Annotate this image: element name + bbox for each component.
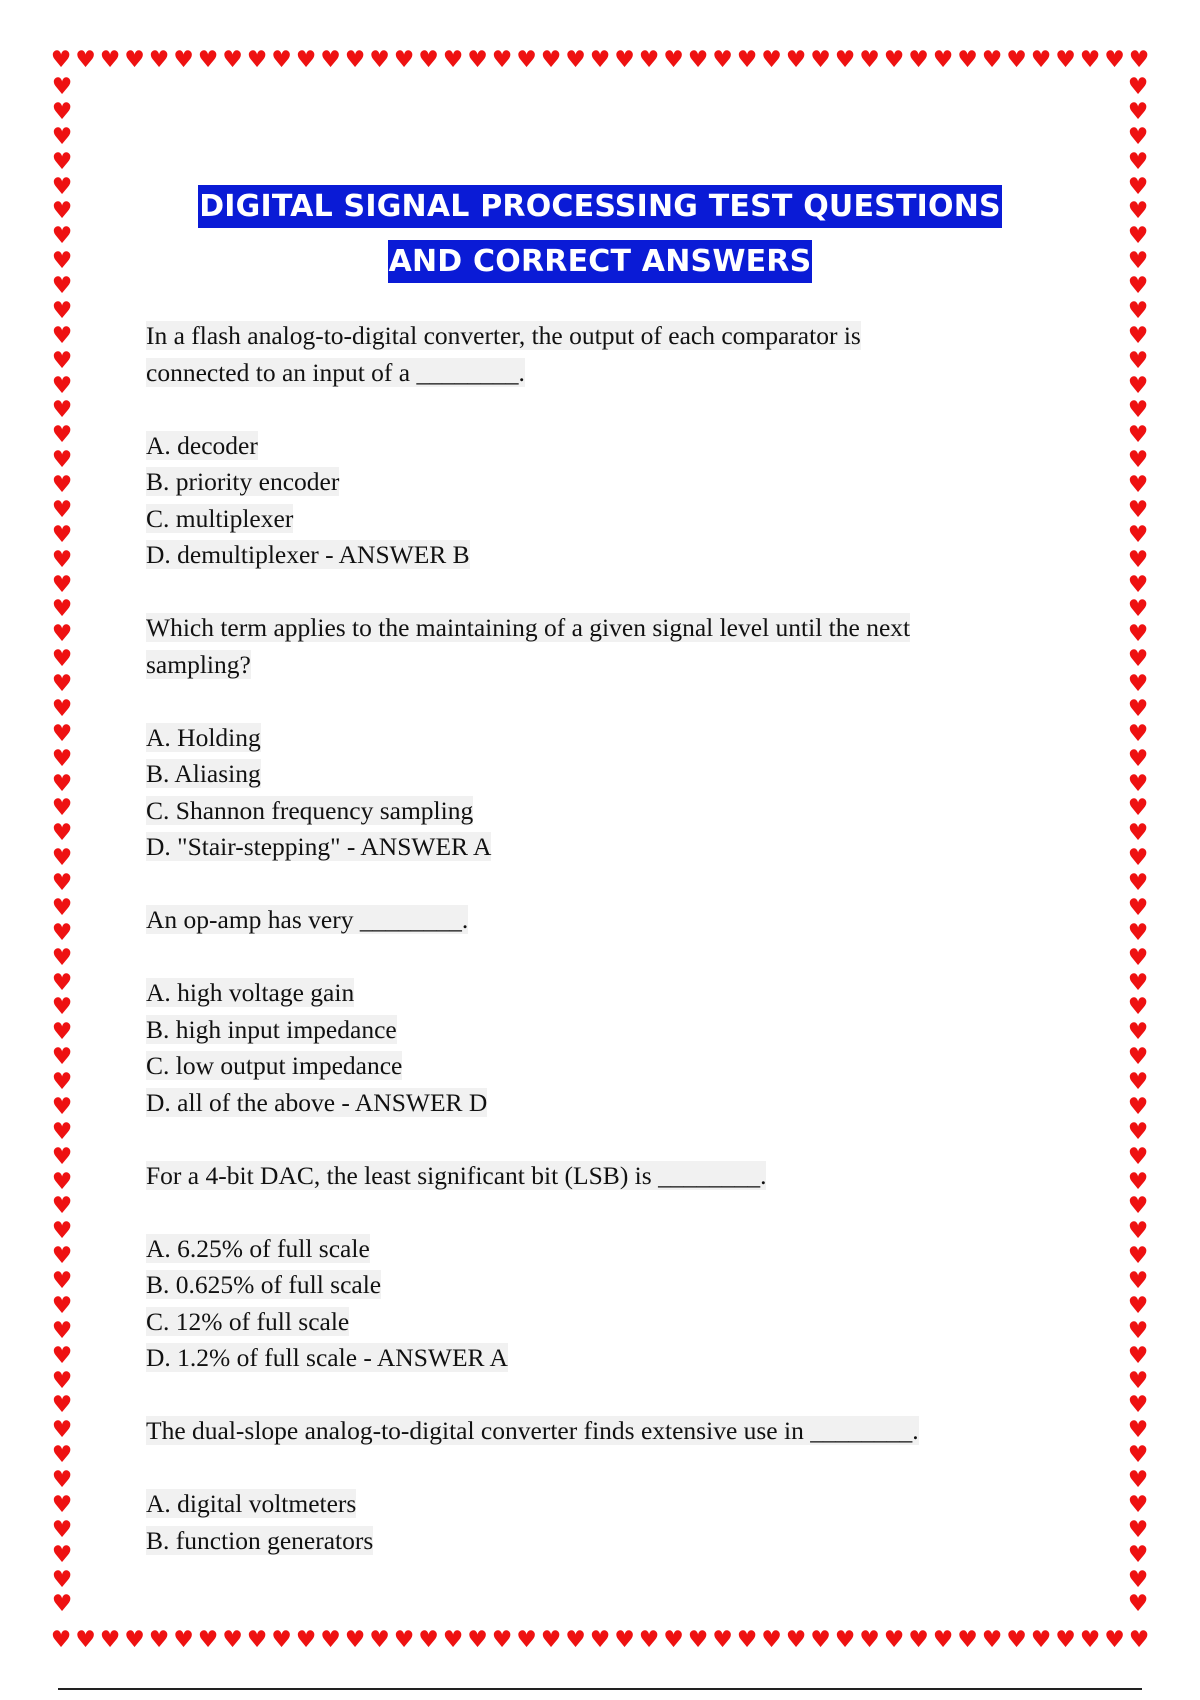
heart-icon: ♥ bbox=[638, 48, 660, 72]
heart-icon: ♥ bbox=[222, 48, 243, 72]
heart-icon: ♥ bbox=[1006, 48, 1027, 72]
heart-icon: ♥ bbox=[736, 1628, 758, 1652]
heart-icon: ♥ bbox=[1127, 198, 1149, 225]
heart-icon: ♥ bbox=[1127, 1467, 1149, 1493]
answer-option: C. low output impedance bbox=[146, 1051, 403, 1080]
heart-icon: ♥ bbox=[51, 1491, 73, 1518]
answer-option: C. Shannon frequency sampling bbox=[146, 795, 474, 825]
heart-icon: ♥ bbox=[1127, 472, 1149, 498]
heart-icon: ♥ bbox=[51, 621, 73, 648]
answer-option: D. 1.2% of full scale - ANSWER A bbox=[146, 1343, 508, 1372]
heart-icon: ♥ bbox=[859, 1628, 880, 1652]
answer-option: D. "Stair-stepping" - ANSWER A bbox=[146, 832, 492, 861]
heart-icon: ♥ bbox=[540, 48, 562, 72]
heart-icon: ♥ bbox=[51, 347, 73, 374]
heart-icon: ♥ bbox=[516, 1628, 537, 1652]
heart-icon: ♥ bbox=[51, 496, 73, 523]
heart-icon: ♥ bbox=[1127, 1143, 1149, 1170]
heart-icon: ♥ bbox=[51, 1193, 73, 1220]
heart-icon: ♥ bbox=[51, 1541, 73, 1568]
answer-option: D. demultiplexer - ANSWER B bbox=[146, 540, 470, 569]
heart-icon: ♥ bbox=[51, 1044, 73, 1071]
answer-option: C. 12% of full scale bbox=[146, 1306, 350, 1336]
heart-icon: ♥ bbox=[320, 48, 341, 72]
heart-icon: ♥ bbox=[51, 297, 73, 324]
question-stem-line: connected to an input of a ________. bbox=[146, 357, 525, 387]
heart-icon: ♥ bbox=[1127, 621, 1149, 648]
heart-icon: ♥ bbox=[932, 1628, 954, 1652]
heart-icon: ♥ bbox=[295, 48, 317, 72]
heart-icon: ♥ bbox=[51, 98, 73, 125]
heart-icon: ♥ bbox=[491, 1628, 513, 1652]
heart-icon: ♥ bbox=[1079, 48, 1101, 72]
heart-icon: ♥ bbox=[1127, 297, 1149, 324]
heart-icon: ♥ bbox=[565, 48, 586, 72]
heart-icon: ♥ bbox=[51, 422, 73, 449]
heart-icon: ♥ bbox=[320, 1628, 341, 1652]
heart-icon: ♥ bbox=[1127, 372, 1149, 399]
heart-icon: ♥ bbox=[51, 223, 73, 250]
heart-icon: ♥ bbox=[687, 1628, 709, 1652]
heart-icon: ♥ bbox=[222, 1628, 243, 1652]
heart-icon: ♥ bbox=[1127, 1268, 1149, 1294]
heart-icon: ♥ bbox=[51, 1292, 73, 1319]
heart-icon: ♥ bbox=[1127, 870, 1149, 896]
heart-icon: ♥ bbox=[51, 1168, 73, 1195]
heart-icon: ♥ bbox=[51, 173, 73, 200]
heart-icon: ♥ bbox=[663, 48, 684, 72]
heart-icon: ♥ bbox=[1127, 1442, 1149, 1469]
heart-icon: ♥ bbox=[1127, 745, 1149, 772]
heart-icon: ♥ bbox=[1055, 48, 1076, 72]
heart-icon: ♥ bbox=[1127, 1243, 1149, 1270]
heart-icon: ♥ bbox=[1127, 1044, 1149, 1071]
heart-icon: ♥ bbox=[51, 596, 73, 623]
question-stem-line: In a flash analog-to-digital converter, the output of each comparator is bbox=[146, 321, 861, 350]
heart-icon: ♥ bbox=[442, 48, 464, 72]
heart-icon: ♥ bbox=[1104, 1628, 1125, 1652]
heart-icon: ♥ bbox=[75, 1628, 96, 1652]
heart-icon: ♥ bbox=[51, 273, 73, 299]
heart-icon: ♥ bbox=[51, 1342, 73, 1369]
heart-icon: ♥ bbox=[197, 1628, 219, 1652]
heart-icon: ♥ bbox=[50, 1628, 72, 1652]
heart-icon: ♥ bbox=[51, 845, 73, 872]
heart-icon: ♥ bbox=[148, 48, 170, 72]
heart-icon: ♥ bbox=[1127, 845, 1149, 872]
heart-icon: ♥ bbox=[51, 76, 73, 100]
heart-icon: ♥ bbox=[1127, 671, 1149, 697]
heart-icon: ♥ bbox=[1127, 1541, 1149, 1568]
heart-icon: ♥ bbox=[51, 944, 73, 971]
heart-border-left bbox=[50, 76, 74, 1616]
heart-icon: ♥ bbox=[51, 870, 73, 896]
heart-icon: ♥ bbox=[1127, 1317, 1149, 1344]
heart-icon: ♥ bbox=[1127, 1292, 1149, 1319]
heart-icon: ♥ bbox=[51, 894, 73, 921]
heart-icon: ♥ bbox=[761, 1628, 782, 1652]
heart-icon: ♥ bbox=[1127, 422, 1149, 449]
heart-icon: ♥ bbox=[51, 1467, 73, 1493]
heart-icon: ♥ bbox=[51, 198, 73, 225]
page-bottom-rule bbox=[58, 1688, 1142, 1690]
answer-option: B. Aliasing bbox=[146, 759, 261, 788]
heart-icon: ♥ bbox=[51, 546, 73, 573]
heart-icon: ♥ bbox=[51, 646, 73, 673]
heart-icon: ♥ bbox=[51, 148, 73, 175]
heart-border-right bbox=[1126, 76, 1150, 1616]
heart-icon: ♥ bbox=[51, 1118, 73, 1145]
heart-icon: ♥ bbox=[932, 48, 954, 72]
heart-icon: ♥ bbox=[1006, 1628, 1027, 1652]
heart-icon: ♥ bbox=[51, 248, 73, 275]
heart-icon: ♥ bbox=[1127, 1566, 1149, 1593]
heart-icon: ♥ bbox=[1127, 397, 1149, 424]
heart-icon: ♥ bbox=[51, 1442, 73, 1469]
heart-icon: ♥ bbox=[589, 48, 611, 72]
heart-icon: ♥ bbox=[1127, 223, 1149, 250]
title-line-1: DIGITAL SIGNAL PROCESSING TEST QUESTIONS bbox=[198, 185, 1002, 228]
heart-icon: ♥ bbox=[124, 1628, 145, 1652]
heart-icon: ♥ bbox=[1127, 248, 1149, 275]
heart-icon: ♥ bbox=[51, 1392, 73, 1419]
heart-icon: ♥ bbox=[761, 48, 782, 72]
heart-border-bottom bbox=[50, 1628, 1150, 1652]
question-block bbox=[146, 1158, 1066, 1377]
heart-icon: ♥ bbox=[369, 48, 390, 72]
question-stem-line: For a 4-bit DAC, the least significant bit (LSB) is ________. bbox=[146, 1160, 767, 1190]
heart-icon: ♥ bbox=[614, 48, 635, 72]
heart-icon: ♥ bbox=[442, 1628, 464, 1652]
heart-icon: ♥ bbox=[1127, 646, 1149, 673]
heart-icon: ♥ bbox=[810, 1628, 831, 1652]
question-stem-line: An op-amp has very ________. bbox=[146, 905, 469, 934]
heart-icon: ♥ bbox=[51, 123, 73, 150]
heart-icon: ♥ bbox=[51, 1019, 73, 1046]
heart-icon: ♥ bbox=[51, 322, 73, 349]
heart-icon: ♥ bbox=[418, 1628, 439, 1652]
heart-icon: ♥ bbox=[883, 1628, 905, 1652]
heart-icon: ♥ bbox=[1127, 695, 1149, 722]
heart-icon: ♥ bbox=[50, 48, 72, 72]
heart-icon: ♥ bbox=[1127, 596, 1149, 623]
heart-icon: ♥ bbox=[51, 745, 73, 772]
heart-icon: ♥ bbox=[712, 48, 733, 72]
heart-icon: ♥ bbox=[883, 48, 905, 72]
heart-icon: ♥ bbox=[1127, 1516, 1149, 1543]
answer-option: B. 0.625% of full scale bbox=[146, 1270, 382, 1299]
heart-icon: ♥ bbox=[1127, 1019, 1149, 1046]
heart-icon: ♥ bbox=[344, 1628, 366, 1652]
heart-icon: ♥ bbox=[1127, 1342, 1149, 1369]
heart-icon: ♥ bbox=[51, 1516, 73, 1543]
heart-icon: ♥ bbox=[51, 521, 73, 548]
heart-icon: ♥ bbox=[197, 48, 219, 72]
heart-icon: ♥ bbox=[663, 1628, 684, 1652]
heart-icon: ♥ bbox=[1127, 720, 1149, 747]
heart-icon: ♥ bbox=[1127, 347, 1149, 374]
heart-icon: ♥ bbox=[785, 48, 807, 72]
heart-icon: ♥ bbox=[1127, 969, 1149, 996]
heart-icon: ♥ bbox=[246, 48, 268, 72]
heart-icon: ♥ bbox=[1128, 48, 1150, 72]
answer-option: A. Holding bbox=[146, 722, 261, 752]
heart-icon: ♥ bbox=[1127, 273, 1149, 299]
heart-icon: ♥ bbox=[1127, 1118, 1149, 1145]
heart-icon: ♥ bbox=[369, 1628, 390, 1652]
heart-icon: ♥ bbox=[51, 919, 73, 946]
heart-icon: ♥ bbox=[1104, 48, 1125, 72]
document-title bbox=[100, 182, 1100, 292]
heart-icon: ♥ bbox=[393, 48, 415, 72]
answer-option: A. high voltage gain bbox=[146, 978, 355, 1007]
heart-icon: ♥ bbox=[516, 48, 537, 72]
heart-icon: ♥ bbox=[1127, 98, 1149, 125]
heart-icon: ♥ bbox=[1127, 1591, 1149, 1616]
heart-icon: ♥ bbox=[51, 1069, 73, 1095]
heart-icon: ♥ bbox=[51, 447, 73, 474]
heart-icon: ♥ bbox=[981, 48, 1003, 72]
heart-icon: ♥ bbox=[859, 48, 880, 72]
heart-icon: ♥ bbox=[51, 1218, 73, 1245]
heart-icon: ♥ bbox=[1127, 919, 1149, 946]
heart-icon: ♥ bbox=[51, 969, 73, 996]
heart-icon: ♥ bbox=[1127, 894, 1149, 921]
heart-icon: ♥ bbox=[51, 1093, 73, 1120]
heart-icon: ♥ bbox=[1127, 173, 1149, 200]
heart-icon: ♥ bbox=[99, 1628, 121, 1652]
heart-icon: ♥ bbox=[51, 397, 73, 424]
heart-icon: ♥ bbox=[173, 1628, 194, 1652]
heart-icon: ♥ bbox=[271, 1628, 292, 1652]
heart-icon: ♥ bbox=[51, 795, 73, 822]
answer-option: D. all of the above - ANSWER D bbox=[146, 1087, 488, 1117]
heart-icon: ♥ bbox=[1127, 546, 1149, 573]
heart-icon: ♥ bbox=[1127, 571, 1149, 598]
heart-icon: ♥ bbox=[418, 48, 439, 72]
heart-icon: ♥ bbox=[1127, 76, 1149, 100]
heart-icon: ♥ bbox=[1127, 1491, 1149, 1518]
heart-icon: ♥ bbox=[1127, 1218, 1149, 1245]
question-list bbox=[146, 318, 1066, 1559]
heart-icon: ♥ bbox=[1055, 1628, 1076, 1652]
answer-option: A. digital voltmeters bbox=[146, 1489, 357, 1518]
heart-icon: ♥ bbox=[271, 48, 292, 72]
heart-icon: ♥ bbox=[908, 1628, 929, 1652]
heart-icon: ♥ bbox=[51, 695, 73, 722]
heart-icon: ♥ bbox=[51, 994, 73, 1021]
question-block bbox=[146, 610, 1066, 866]
heart-icon: ♥ bbox=[1127, 795, 1149, 822]
heart-icon: ♥ bbox=[1127, 123, 1149, 150]
heart-icon: ♥ bbox=[51, 1367, 73, 1394]
heart-icon: ♥ bbox=[712, 1628, 733, 1652]
heart-icon: ♥ bbox=[1127, 521, 1149, 548]
answer-option: B. function generators bbox=[146, 1525, 374, 1555]
question-block bbox=[146, 902, 1066, 1121]
heart-icon: ♥ bbox=[393, 1628, 415, 1652]
heart-icon: ♥ bbox=[51, 1566, 73, 1593]
heart-icon: ♥ bbox=[810, 48, 831, 72]
heart-icon: ♥ bbox=[1127, 1417, 1149, 1444]
heart-icon: ♥ bbox=[1030, 48, 1052, 72]
heart-icon: ♥ bbox=[51, 770, 73, 797]
heart-icon: ♥ bbox=[491, 48, 513, 72]
heart-icon: ♥ bbox=[51, 472, 73, 498]
answer-option: B. priority encoder bbox=[146, 467, 340, 496]
heart-icon: ♥ bbox=[1127, 1193, 1149, 1220]
heart-icon: ♥ bbox=[957, 1628, 978, 1652]
heart-icon: ♥ bbox=[785, 1628, 807, 1652]
question-block bbox=[146, 318, 1066, 574]
heart-border-top bbox=[50, 48, 1150, 72]
heart-icon: ♥ bbox=[1127, 1093, 1149, 1120]
heart-icon: ♥ bbox=[957, 48, 978, 72]
question-stem-line: sampling? bbox=[146, 649, 251, 679]
answer-option: A. decoder bbox=[146, 430, 258, 460]
heart-icon: ♥ bbox=[1127, 1392, 1149, 1419]
heart-icon: ♥ bbox=[1127, 770, 1149, 797]
heart-icon: ♥ bbox=[981, 1628, 1003, 1652]
heart-icon: ♥ bbox=[51, 1317, 73, 1344]
heart-icon: ♥ bbox=[173, 48, 194, 72]
title-line-2: AND CORRECT ANSWERS bbox=[388, 240, 813, 283]
heart-icon: ♥ bbox=[908, 48, 929, 72]
heart-icon: ♥ bbox=[1127, 944, 1149, 971]
heart-icon: ♥ bbox=[1127, 148, 1149, 175]
heart-icon: ♥ bbox=[51, 1243, 73, 1270]
heart-icon: ♥ bbox=[246, 1628, 268, 1652]
heart-icon: ♥ bbox=[638, 1628, 660, 1652]
heart-icon: ♥ bbox=[51, 820, 73, 847]
question-stem-line: Which term applies to the maintaining of a given signal level until the next bbox=[146, 613, 911, 642]
heart-icon: ♥ bbox=[51, 372, 73, 399]
answer-option: A. 6.25% of full scale bbox=[146, 1233, 370, 1263]
heart-icon: ♥ bbox=[1127, 322, 1149, 349]
heart-icon: ♥ bbox=[467, 48, 488, 72]
answer-option: C. multiplexer bbox=[146, 503, 294, 533]
question-stem-line: The dual-slope analog-to-digital converter finds extensive use in ________. bbox=[146, 1416, 919, 1445]
heart-icon: ♥ bbox=[51, 1268, 73, 1294]
heart-icon: ♥ bbox=[99, 48, 121, 72]
heart-icon: ♥ bbox=[565, 1628, 586, 1652]
heart-icon: ♥ bbox=[540, 1628, 562, 1652]
heart-icon: ♥ bbox=[1127, 820, 1149, 847]
heart-icon: ♥ bbox=[51, 571, 73, 598]
heart-icon: ♥ bbox=[614, 1628, 635, 1652]
heart-icon: ♥ bbox=[1079, 1628, 1101, 1652]
heart-icon: ♥ bbox=[736, 48, 758, 72]
question-block bbox=[146, 1413, 1066, 1559]
heart-icon: ♥ bbox=[295, 1628, 317, 1652]
heart-icon: ♥ bbox=[589, 1628, 611, 1652]
heart-icon: ♥ bbox=[124, 48, 145, 72]
heart-icon: ♥ bbox=[1127, 1069, 1149, 1095]
heart-icon: ♥ bbox=[1127, 994, 1149, 1021]
heart-icon: ♥ bbox=[1127, 1367, 1149, 1394]
heart-icon: ♥ bbox=[51, 1417, 73, 1444]
heart-icon: ♥ bbox=[51, 1143, 73, 1170]
heart-icon: ♥ bbox=[834, 48, 856, 72]
heart-icon: ♥ bbox=[1127, 1168, 1149, 1195]
answer-option: B. high input impedance bbox=[146, 1014, 397, 1044]
heart-icon: ♥ bbox=[148, 1628, 170, 1652]
heart-icon: ♥ bbox=[834, 1628, 856, 1652]
heart-icon: ♥ bbox=[1127, 447, 1149, 474]
heart-icon: ♥ bbox=[75, 48, 96, 72]
heart-icon: ♥ bbox=[344, 48, 366, 72]
heart-icon: ♥ bbox=[51, 1591, 73, 1616]
heart-icon: ♥ bbox=[51, 671, 73, 697]
heart-icon: ♥ bbox=[1030, 1628, 1052, 1652]
heart-icon: ♥ bbox=[1128, 1628, 1150, 1652]
heart-icon: ♥ bbox=[1127, 496, 1149, 523]
heart-icon: ♥ bbox=[687, 48, 709, 72]
heart-icon: ♥ bbox=[51, 720, 73, 747]
heart-icon: ♥ bbox=[467, 1628, 488, 1652]
